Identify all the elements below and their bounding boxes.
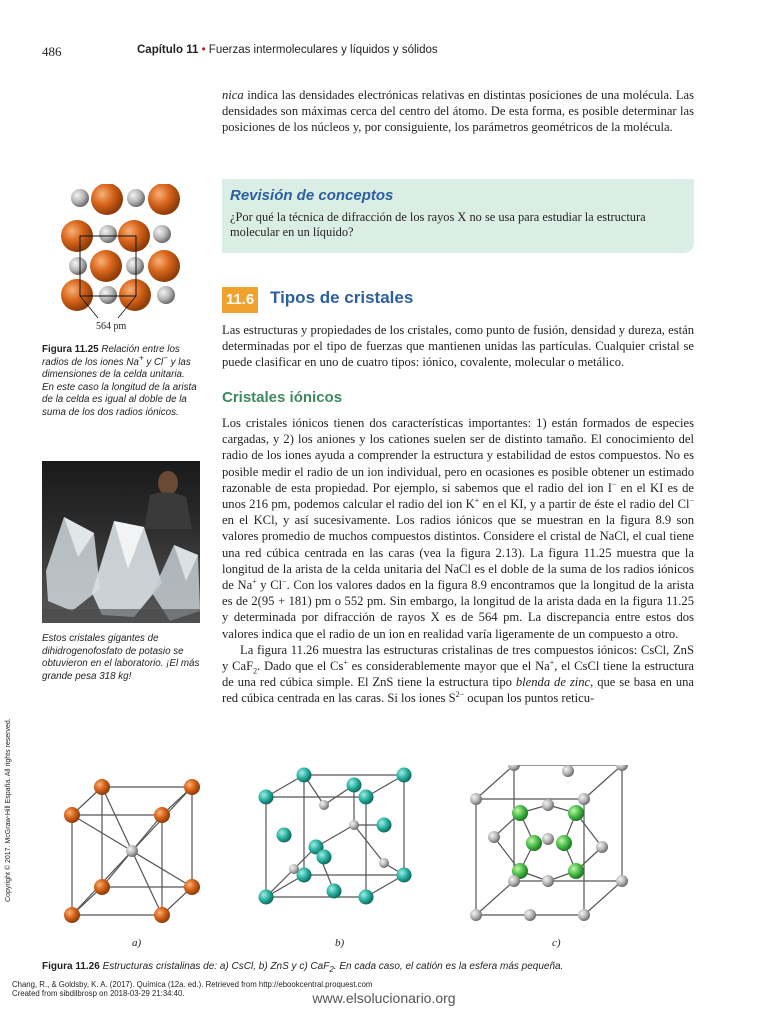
cap1-sup-plus: +: [138, 353, 144, 363]
crystals-photo: [42, 461, 200, 623]
figure-11-25-caption: [42, 344, 197, 420]
intro-text: indica las densidades electrónicas relativas en distintas posiciones de una molécula. Las densidades son máximas cerca del centro del átomo. De esta forma, es posible determinar las posiciones de los núcleos y, por consiguiente, los parámetros geométricos de la molécula.: [222, 88, 694, 135]
section-intro: Las estructuras y propiedades de los cristales, como punto de fusión, densidad y dureza, están determinadas por el tipo de fuerzas que mantienen unidas las partículas. Cualquier cristal se puede clasificar en uno de cuatro tipos: iónico, covalente, molecular o metálico.: [222, 323, 694, 370]
chapter-label: Capítulo 11: [137, 44, 199, 56]
side-copyright-text: Copyright © 2017. McGraw-Hill España. All rights reserved.: [5, 718, 12, 902]
person-body: [144, 492, 192, 529]
label-a: a): [132, 937, 142, 949]
figure-11-26-label: Figura 11.26: [42, 961, 100, 972]
p1-b: en el KI es de unos 216 pm, podemos calcular el radio del ion K: [222, 480, 694, 512]
header-bullet: •: [201, 44, 206, 56]
intro-paragraph: [222, 87, 694, 136]
nacl-lattice-figure: [58, 184, 188, 324]
photo-caption: Estos cristales gigantes de dihidrogenofosfato de potasio se obtuvieron en el laboratorio. ¡El más grande pesa 318 kg!: [42, 633, 200, 682]
side-copyright: [3, 682, 15, 902]
structure-zns: [254, 765, 424, 925]
sup-plus-3: +: [343, 657, 348, 667]
review-title: Revisión de conceptos: [230, 187, 394, 204]
p1-e: y Cl: [256, 578, 283, 593]
section-title: Tipos de cristales: [270, 288, 414, 307]
running-header: [137, 44, 438, 56]
p2-b: . Dado que el Cs: [257, 659, 344, 674]
p2-italic: blenda de zinc: [515, 675, 591, 690]
sup-minus-3: −: [282, 576, 287, 586]
edge-length-label: 564 pm: [96, 321, 127, 332]
footer-line-2: Created from sibdilbrosp on 2018-03-29 21:34:40.: [12, 989, 185, 998]
p1-a: Los cristales iónicos tienen dos características importantes: 1) están formados de especies cargadas, y 2) los aniones y los cationes suelen ser de distinto tamaño. El conocimiento del radio de los iones ayuda a comprender la estructura y estabilidad de estos compuestos. No es posible medir el radio de un ion individual, pero en ocasiones es posible obtener un estimado razonable de esta propiedad. Por ejemplo, si sabemos que el radio del ion I: [222, 416, 694, 495]
structure-cscl: [56, 765, 216, 925]
p2-a: La figura 11.26 muestra las estructuras cristalinas de tres compuestos iónicos: CsCl, ZnS y CaF: [222, 642, 694, 674]
p1-c: en el KI, y a partir de éste el radio del Cl: [479, 497, 690, 512]
review-question: ¿Por qué la técnica de difracción de los rayos X no se usa para estudiar la estructura molecular en un líquido?: [230, 210, 646, 239]
footer-line-1: Chang, R., & Goldsby, K. A. (2017). Química (12a. ed.). Retrieved from http://ebookcentral.proquest.com: [12, 980, 373, 989]
intro-italic: nica: [222, 88, 244, 102]
cap3-sub-2: 2: [329, 965, 334, 974]
cap1-b: y Cl: [143, 356, 164, 368]
p1-f: . Con los valores dados en la figura 8.9 encontramos que la longitud de la arista es de 2(95 + 181) pm o 552 pm. Sin embargo, la longitud de la arista dada en la figura 11.25 y determinada por difracción de rayos X es de 564 pm. La discrepancia entre estos dos valores indica que el radio de un ion en realidad varía ligeramente de un compuesto a otro.: [222, 578, 694, 641]
cap3-a: Estructuras cristalinas de: a) CsCl, b) ZnS y c) CaF: [102, 961, 330, 972]
chapter-title: Fuerzas intermoleculares y líquidos y sólidos: [208, 44, 438, 56]
sub-2: 2: [253, 666, 258, 676]
p2-c: es considerablemente mayor que el Na: [347, 659, 550, 674]
sup-plus-1: +: [474, 495, 480, 505]
cap1-a: Relación entre los radios de los iones Na: [42, 344, 180, 368]
figure-11-25-label: Figura 11.25: [42, 344, 99, 355]
p2-f: ocupan los puntos reticu-: [464, 691, 595, 706]
sup-minus-1: −: [611, 479, 617, 489]
section-number-badge: 11.6: [222, 287, 258, 313]
p2-e: , que se basa en una red cúbica centrada en las caras. Si los iones S: [222, 675, 695, 706]
cap1-sup-minus: −: [163, 353, 168, 363]
cap3-b: . En cada caso, el catión es la esfera más pequeña.: [333, 961, 564, 972]
watermark: www.elsolucionario.org: [312, 990, 456, 1006]
sup-plus-2: +: [252, 576, 257, 586]
sup-plus-4: +: [549, 657, 555, 667]
label-c: c): [552, 937, 561, 949]
page-number: 486: [42, 44, 62, 59]
ionic-crystals-text: [222, 415, 694, 707]
person-head: [158, 471, 178, 495]
cap1-c: y las dimensiones de la celda unitaria. En este caso la longitud de la arista de la celda es igual al doble de la suma de los dos radios iónicos.: [42, 356, 197, 418]
sup-2minus: 2−: [455, 690, 465, 700]
subsection-title: Cristales iónicos: [222, 389, 343, 406]
p1-d: en el KCl, y así sucesivamente. Los radios iónicos que se muestran en la figura 8.9 son valores promedio de muchos compuestos distintos. Considere el cristal de NaCl, el cual tiene una red cúbica centrada en las caras (vea la figura 2.13). La figura 11.25 muestra que la longitud de la arista de la celda unitaria del NaCl es el doble de la suma de los radios iónicos de Na: [222, 513, 694, 593]
figure-11-26-caption: [42, 961, 702, 974]
paragraph-2: [222, 642, 694, 707]
nacl-spheres: [61, 184, 180, 311]
label-b: b): [335, 937, 345, 949]
review-box: [222, 179, 694, 253]
cs-cation: [126, 845, 138, 857]
structure-caf2: [464, 765, 644, 925]
p2-d: , el CsCl tiene la estructura de una red cúbica simple. El ZnS tiene la estructura tipo: [222, 659, 694, 690]
sup-minus-2: −: [689, 495, 694, 505]
paragraph-1: [222, 415, 694, 642]
